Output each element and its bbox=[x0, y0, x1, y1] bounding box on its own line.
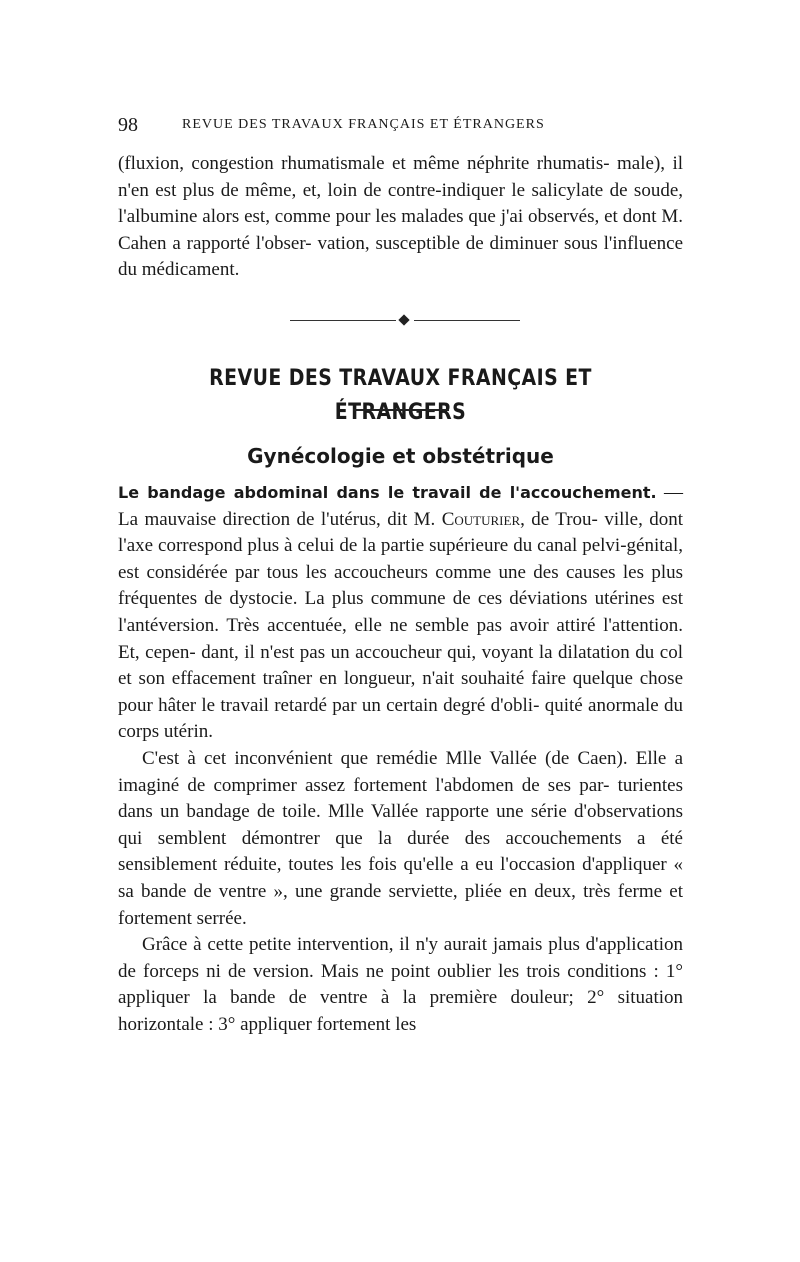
running-title: REVUE DES TRAVAUX FRANÇAIS ET ÉTRANGERS bbox=[182, 117, 545, 132]
subsection-title: Gynécologie et obstétrique bbox=[247, 444, 554, 468]
text-line: malades que j'ai observés, et dont M. Cahen a rapporté l'obser- bbox=[118, 206, 683, 254]
text-line: La mauvaise direction de l'utérus, dit M. bbox=[118, 508, 436, 530]
text-line: série d'observations qui semblent démontrer que la durée des bbox=[118, 801, 684, 849]
text-line: comme une des causes les plus fréquentes de dystocie. La plus bbox=[118, 561, 684, 610]
text-line: commune de ces déviations utérines est l'antéversion. Très bbox=[118, 588, 683, 636]
section-title: REVUE DES TRAVAUX FRANÇAIS ET ÉTRANGERS bbox=[209, 366, 592, 425]
title-rule bbox=[353, 409, 449, 411]
text-line: a imaginé de comprimer assez fortement l'abdomen de ses par- bbox=[118, 747, 683, 796]
text-line: et son effacement traîner en longueur, n'ait souhaité faire quelque bbox=[118, 668, 633, 690]
text-line: (fluxion, congestion rhumatismale et même néphrite rhumatis- bbox=[118, 153, 610, 174]
text-line: a eu l'occasion d'appliquer « sa bande de ventre », une grande bbox=[118, 854, 684, 902]
intro-text bbox=[118, 151, 683, 284]
article-paragraph-3 bbox=[118, 932, 683, 1038]
article-body bbox=[118, 480, 683, 1038]
text-line: serviette, pliée en deux, très ferme et fortement serrée. bbox=[118, 880, 684, 929]
text-line: dant, il n'est pas un accoucheur qui, voyant la dilatation du col bbox=[201, 641, 684, 663]
text-line: douleur; 2° situation horizontale : 3° appliquer fortement les bbox=[118, 987, 684, 1035]
text-line: Grâce à cette petite intervention, il n'y aurait jamais plus bbox=[142, 934, 580, 956]
text-line: chose pour hâter le travail retardé par un certain degré d'obli- bbox=[118, 668, 684, 716]
running-head bbox=[118, 112, 683, 138]
ornament-line-right bbox=[414, 320, 520, 321]
text-line: trois conditions : 1° appliquer la bande de ventre à la première bbox=[118, 960, 683, 1009]
text-line: accouchements a été sensiblement réduite, toutes les fois qu'elle bbox=[118, 827, 683, 876]
article-paragraph-2 bbox=[118, 746, 683, 932]
text-line: C'est à cet inconvénient que remédie Mlle Vallée (de Caen). Elle bbox=[142, 747, 667, 769]
text-line: ville, dont l'axe correspond plus à celui de la partie supérieure du bbox=[118, 508, 684, 557]
title-dash: — bbox=[656, 482, 683, 503]
text-line: turientes dans un bandage de toile. Mlle Vallée rapporte une bbox=[118, 774, 683, 823]
text-line: d'application de forceps ni de version. Mais ne point oublier les bbox=[118, 934, 684, 982]
text-line: de Trou- bbox=[531, 508, 598, 530]
text-line: vation, susceptible de diminuer sous l'influence du médicament. bbox=[118, 232, 683, 281]
ornament-line-left bbox=[290, 320, 396, 321]
article-title: Le bandage abdominal dans le travail de l'accouchement. bbox=[118, 483, 657, 502]
author-name: Couturier, bbox=[441, 508, 525, 530]
text-line: male), il n'en est plus de même, et, loin de contre-indiquer le bbox=[118, 153, 684, 201]
page-number: 98 bbox=[118, 114, 138, 136]
text-line: canal pelvi-génital, est considérée par tous les accoucheurs bbox=[118, 535, 683, 583]
text-line: salicylate de soude, l'albumine alors est, comme pour les bbox=[118, 179, 684, 228]
article-paragraph-1 bbox=[118, 480, 683, 746]
text-line: accentuée, elle ne semble pas avoir attiré l'attention. Et, cepen- bbox=[118, 614, 684, 663]
diamond-icon bbox=[398, 314, 409, 325]
intro-paragraph bbox=[118, 151, 683, 284]
section-ornament bbox=[290, 314, 520, 328]
text-line: quité anormale du corps utérin. bbox=[118, 694, 683, 743]
